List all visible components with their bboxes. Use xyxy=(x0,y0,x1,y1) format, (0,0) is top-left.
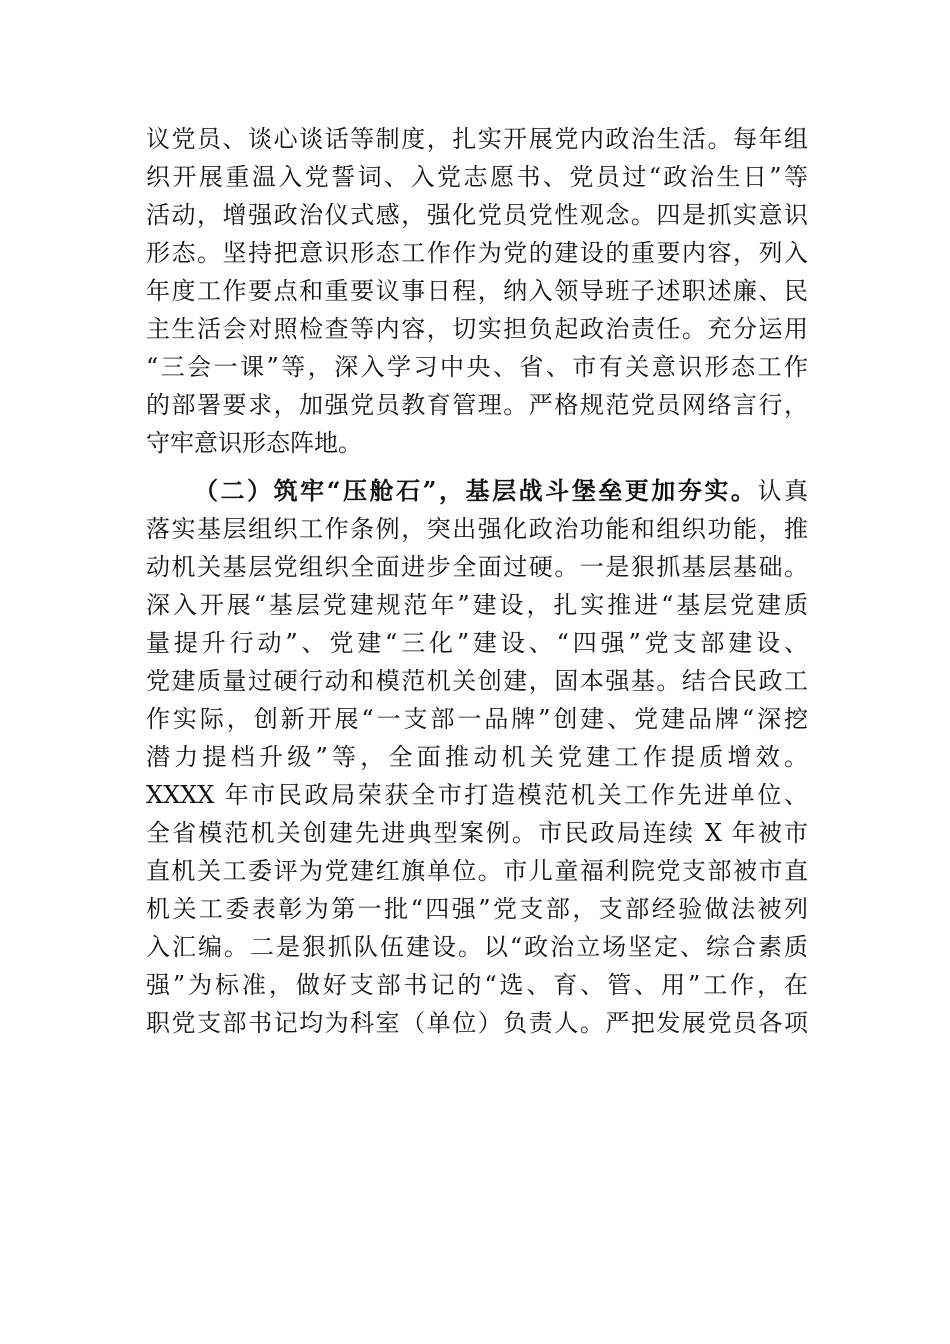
paragraph-line: 织开展重温入党誓词、入党志愿书、党员过“政治生日”等 xyxy=(146,163,808,191)
document-body xyxy=(146,120,808,1042)
paragraph-line: 作实际，创新开展“一支部一品牌”创建、党建品牌“深挖 xyxy=(146,705,808,733)
section-heading: （二）筑牢“压舱石”，基层战斗堡垒更加夯实。 xyxy=(194,476,758,505)
paragraph-gap xyxy=(146,462,808,472)
paragraph-line: “三会一课”等，深入学习中央、省、市有关意识形态工作 xyxy=(146,353,808,381)
paragraph-line: 年度工作要点和重要议事日程，纳入领导班子述职述廉、民 xyxy=(146,277,808,305)
paragraph-line: 量提升行动”、党建“三化”建设、“四强”党支部建设、 xyxy=(146,629,808,657)
paragraph-line: 主生活会对照检查等内容，切实担负起政治责任。充分运用 xyxy=(146,315,808,343)
paragraph-2 xyxy=(146,472,808,1042)
paragraph-line: 全省模范机关创建先进典型案例。市民政局连续 X 年被市 xyxy=(146,819,808,847)
paragraph-line: 活动，增强政治仪式感，强化党员党性观念。四是抓实意识 xyxy=(146,201,808,229)
paragraph-line: 形态。坚持把意识形态工作作为党的建设的重要内容，列入 xyxy=(146,239,808,267)
paragraph-line: 职党支部书记均为科室（单位）负责人。严把发展党员各项 xyxy=(146,1009,808,1037)
paragraph-line: 的部署要求，加强党员教育管理。严格规范党员网络言行， xyxy=(146,391,808,419)
paragraph-1 xyxy=(146,120,808,462)
paragraph-line: 强”为标准，做好支部书记的“选、育、管、用”工作，在 xyxy=(146,971,808,999)
paragraph-line: XXXX 年市民政局荣获全市打造模范机关工作先进单位、 xyxy=(146,781,808,809)
paragraph-line: 落实基层组织工作条例，突出强化政治功能和组织功能，推 xyxy=(146,515,808,543)
paragraph-line: 动机关基层党组织全面进步全面过硬。一是狠抓基层基础。 xyxy=(146,553,808,581)
paragraph-line: 机关工委表彰为第一批“四强”党支部，支部经验做法被列 xyxy=(146,895,808,923)
paragraph-line: 深入开展“基层党建规范年”建设，扎实推进“基层党建质 xyxy=(146,591,808,619)
paragraph-line: 直机关工委评为党建红旗单位。市儿童福利院党支部被市直 xyxy=(146,857,808,885)
paragraph-line: 议党员、谈心谈话等制度，扎实开展党内政治生活。每年组 xyxy=(146,125,808,153)
paragraph-line: 潜力提档升级”等，全面推动机关党建工作提质增效。 xyxy=(146,743,808,771)
paragraph-line: 党建质量过硬行动和模范机关创建，固本强基。结合民政工 xyxy=(146,667,808,695)
paragraph-line: 守牢意识形态阵地。 xyxy=(146,429,362,457)
section-heading-rest: 认真 xyxy=(757,477,808,505)
paragraph-line: 入汇编。二是狠抓队伍建设。以“政治立场坚定、综合素质 xyxy=(146,933,808,961)
section-heading-line xyxy=(146,472,808,510)
